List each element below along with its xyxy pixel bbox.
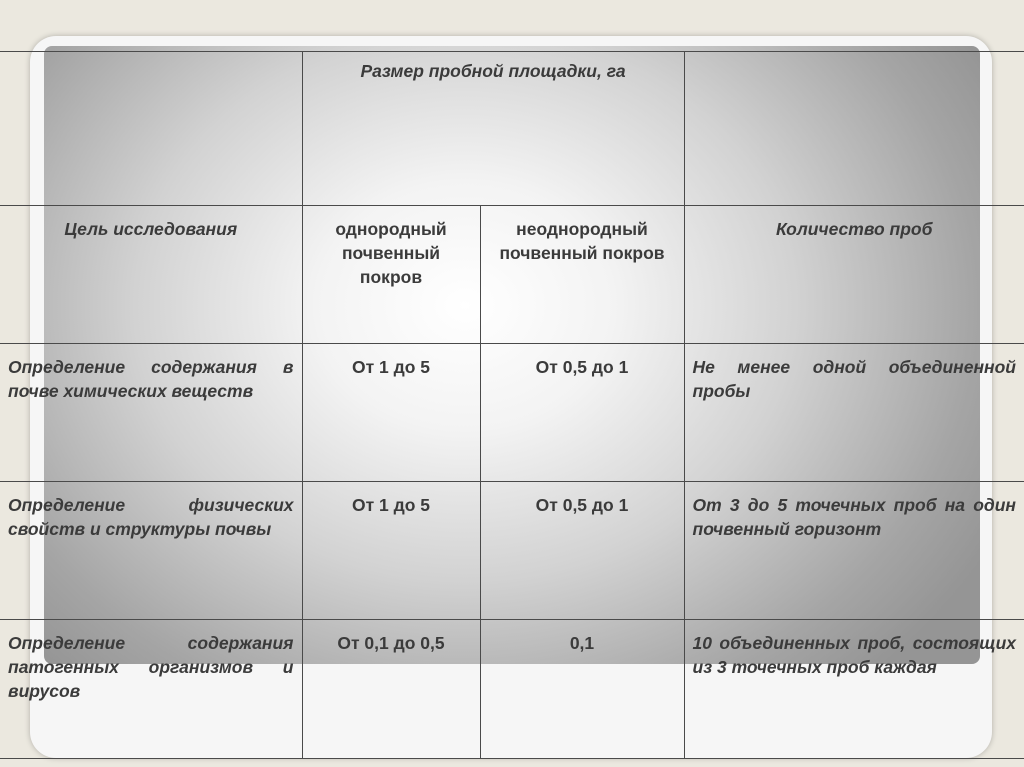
- table-row: [0, 344, 1024, 482]
- table-row: [0, 620, 1024, 759]
- header-row-2: [0, 206, 1024, 344]
- homogeneous-cell: От 1 до 5: [302, 482, 480, 620]
- empty-corner-cell: [0, 52, 302, 206]
- sampling-table: [0, 51, 1024, 759]
- purpose-cell: Определение содержания в почве химических веществ: [0, 344, 302, 482]
- purpose-header: Цель исследования: [0, 206, 302, 344]
- heterogeneous-cell: От 0,5 до 1: [480, 344, 684, 482]
- heterogeneous-header: неоднородный почвенный покров: [480, 206, 684, 344]
- plot-size-header: Размер пробной площадки, га: [302, 52, 684, 206]
- homogeneous-cell: От 1 до 5: [302, 344, 480, 482]
- homogeneous-cell: От 0,1 до 0,5: [302, 620, 480, 759]
- heterogeneous-cell: От 0,5 до 1: [480, 482, 684, 620]
- sample-count-header: Количество проб: [684, 206, 1024, 344]
- samples-cell: От 3 до 5 точечных проб на один почвенный горизонт: [684, 482, 1024, 620]
- samples-cell: Не менее одной объединенной пробы: [684, 344, 1024, 482]
- heterogeneous-cell: 0,1: [480, 620, 684, 759]
- header-row-1: [0, 52, 1024, 206]
- purpose-cell: Определение физических свойств и структуры почвы: [0, 482, 302, 620]
- homogeneous-header: однородный почвенный покров: [302, 206, 480, 344]
- table-row: [0, 482, 1024, 620]
- samples-cell: 10 объединенных проб, состоящих из 3 точечных проб каждая: [684, 620, 1024, 759]
- purpose-cell: Определение содержания патогенных организмов и вирусов: [0, 620, 302, 759]
- empty-header-cell: [684, 52, 1024, 206]
